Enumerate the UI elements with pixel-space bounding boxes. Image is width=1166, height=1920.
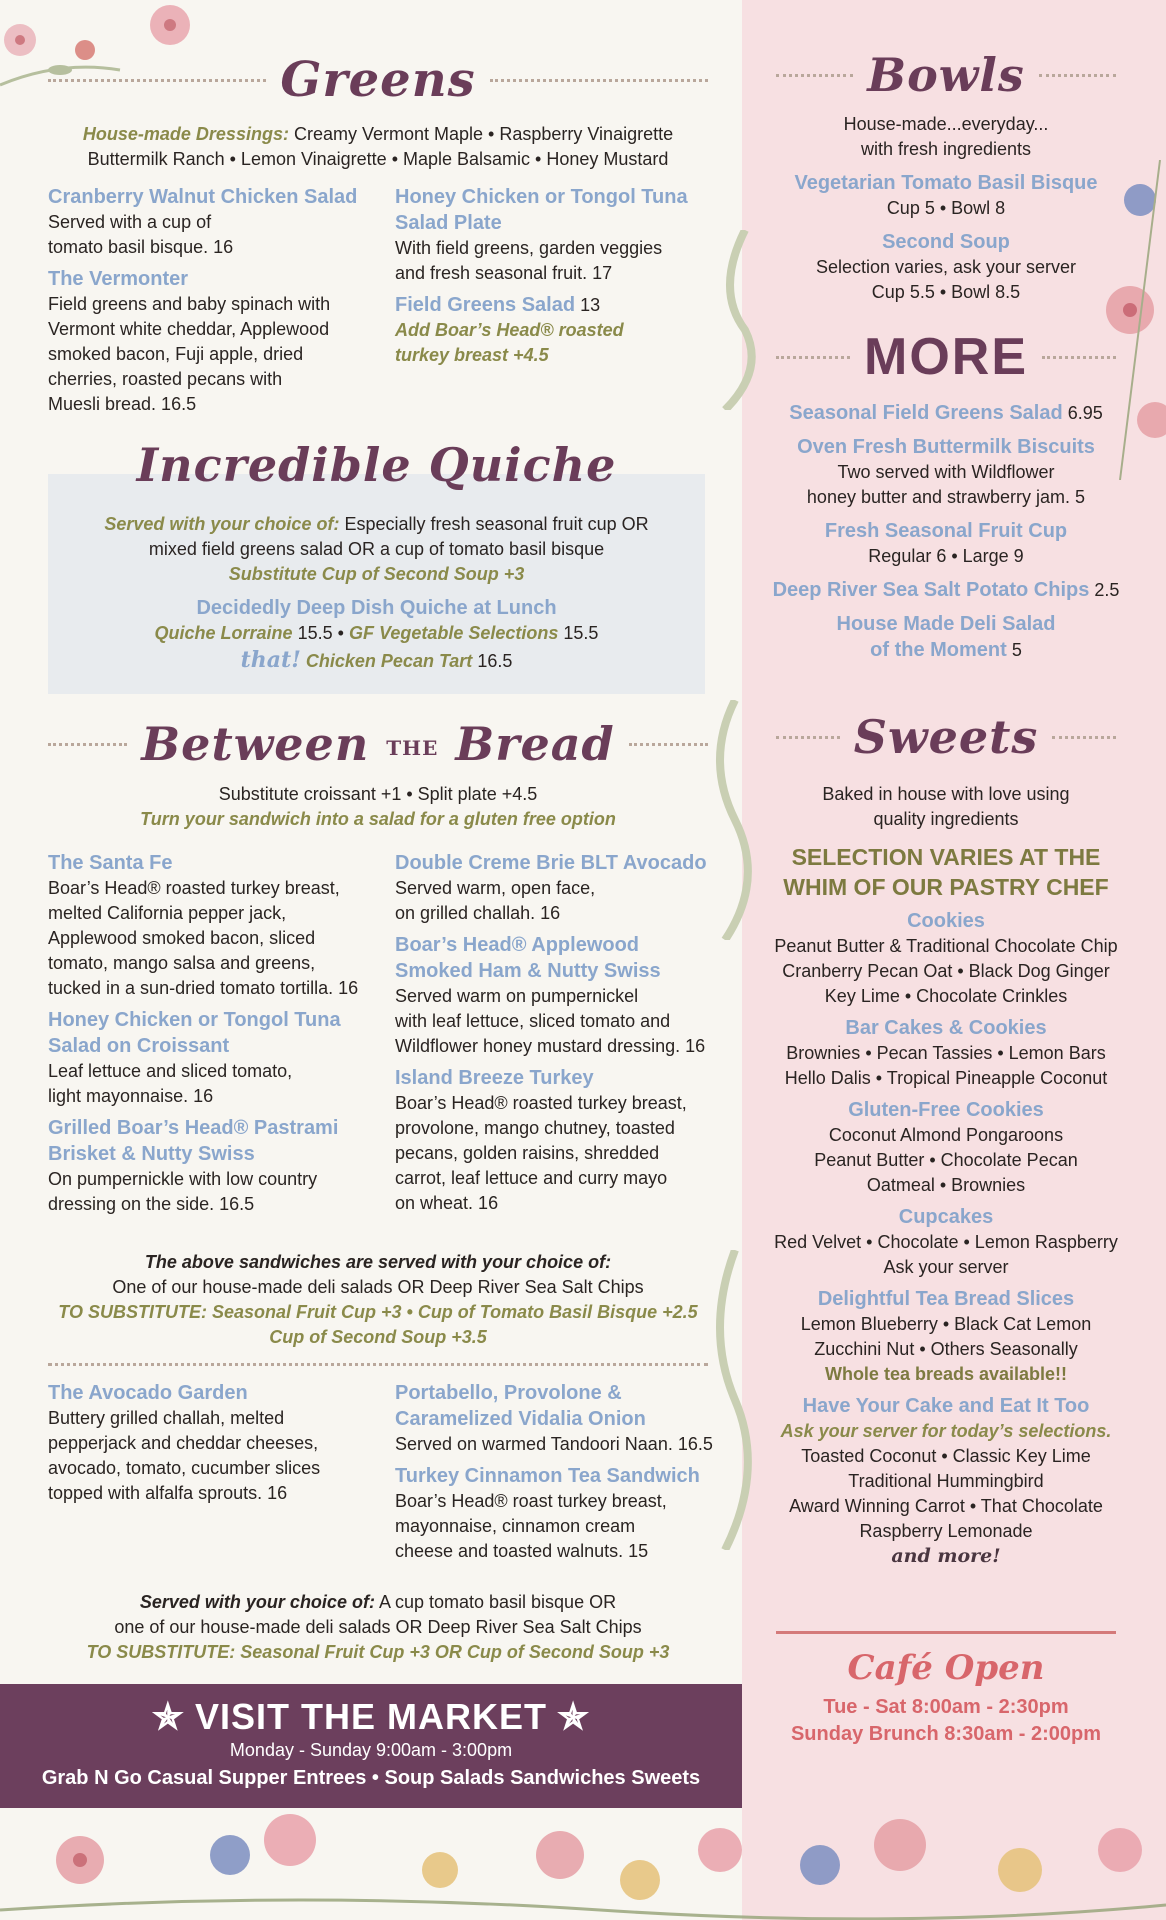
menu-item-desc: Buttery grilled challah, melted pepperjack and cheddar cheeses, avocado, tomato, cucumber slices topped with alfalfa sprouts. 16 — [48, 1408, 321, 1503]
menu-item-title: Boar’s Head® Applewood Smoked Ham & Nutty Swiss — [395, 934, 661, 982]
menu-item-desc: Selection varies, ask your server Cup 5.5 • Bowl 8.5 — [815, 257, 1077, 302]
bread-right-column — [395, 850, 725, 1216]
menu-item-desc: Boar’s Head® roast turkey breast, mayonnaise, cinnamon cream cheese and toasted walnuts. 15 — [395, 1491, 667, 1561]
menu-item-desc: Boar’s Head® roasted turkey breast, melted California pepper jack, Applewood smoked bacon, sliced tomato, mango salsa and greens, tucked in a sun-dried tomato tortilla. 16 — [48, 878, 359, 998]
quiche-option-price: 15.5 — [297, 623, 333, 643]
bowls-header — [776, 44, 1116, 106]
market-title: VISIT THE MARKET — [194, 1696, 547, 1737]
menu-item-desc: Boar’s Head® roasted turkey breast, provolone, mango chutney, toasted pecans, golden raisins, shredded carrot, leaf lettuce and curry mayo on wheat. 16 — [395, 1093, 687, 1213]
bread-served-note — [48, 1250, 708, 1350]
bread-right-column-2 — [395, 1380, 725, 1564]
quiche-item-title: Decidedly Deep Dish Quiche at Lunch — [196, 597, 557, 619]
menu-item-desc: Cup 5 • Bowl 8 — [886, 198, 1006, 218]
bowls-intro2: with fresh ingredients — [860, 139, 1032, 159]
menu-item-title: House Made Deli Salad — [836, 613, 1056, 635]
menu-item-desc: Toasted Coconut • Classic Key Lime Traditional Hummingbird Award Winning Carrot • That Chocolate Raspberry Lemonade — [789, 1446, 1103, 1541]
menu-item-desc: Served with a cup of tomato basil bisque. 16 — [48, 212, 234, 257]
star-icon: ✯ — [152, 1696, 184, 1737]
bowls-title: Bowls — [867, 48, 1025, 102]
substitute-line3: TO SUBSTITUTE: Seasonal Fruit Cup +3 OR Cup of Second Soup +3 — [86, 1642, 670, 1662]
menu-item-price: 13 — [580, 295, 601, 315]
quiche-option-price: 16.5 — [477, 651, 513, 671]
menu-item-addon: Add Boar’s Head® roasted turkey breast +4.5 — [395, 320, 624, 365]
menu-item-price: 5 — [1011, 640, 1022, 660]
quiche-choice-line2: mixed field greens salad OR a cup of tomato basil bisque — [148, 539, 605, 559]
cafe-hours2: Sunday Brunch 8:30am - 2:00pm — [790, 1723, 1102, 1745]
cafe-hours1: Tue - Sat 8:00am - 2:30pm — [823, 1696, 1069, 1718]
dressings-label: House-made Dressings: — [82, 124, 289, 144]
more-header — [776, 328, 1116, 386]
menu-item-title: Delightful Tea Bread Slices — [817, 1288, 1075, 1310]
bread-title-the: THE — [386, 736, 439, 760]
menu-item-desc: On pumpernickle with low country dressing on the side. 16.5 — [48, 1169, 318, 1214]
menu-item-desc: Served warm, open face, on grilled challah. 16 — [395, 878, 596, 923]
menu-item-title: Honey Chicken or Tongol Tuna Salad on Croissant — [48, 1009, 341, 1057]
quiche-body — [48, 512, 705, 674]
substitute-line1: TO SUBSTITUTE: Seasonal Fruit Cup +3 • Cup of Tomato Basil Bisque +2.5 — [58, 1302, 698, 1322]
greens-dressings — [48, 122, 708, 172]
quiche-option-price: 15.5 — [563, 623, 599, 643]
greens-right-column — [395, 184, 715, 368]
menu-item-desc: Regular 6 • Large 9 — [868, 546, 1024, 566]
more-title: MORE — [864, 328, 1028, 386]
star-icon: ✯ — [558, 1696, 590, 1737]
quiche-choice-label: Served with your choice of: — [104, 514, 340, 534]
cafe-divider — [776, 1631, 1116, 1634]
menu-item-title: of the Moment — [870, 639, 1007, 661]
sweets-selection1: SELECTION VARIES AT THE — [791, 844, 1101, 870]
greens-left-column — [48, 184, 368, 417]
menu-item-title: Honey Chicken or Tongol Tuna Salad Plate — [395, 186, 688, 234]
flower-decoration-bottom-icon — [0, 1810, 1166, 1920]
sweets-body — [770, 782, 1122, 1569]
menu-item-title: Portabello, Provolone & Caramelized Vidalia Onion — [395, 1382, 646, 1430]
bread-left-column-2 — [48, 1380, 388, 1506]
menu-item-title: Cranberry Walnut Chicken Salad — [48, 186, 358, 208]
menu-item-desc: Leaf lettuce and sliced tomato, light mayonnaise. 16 — [48, 1061, 293, 1106]
quiche-choice-line1: Especially fresh seasonal fruit cup OR — [344, 514, 649, 534]
menu-item-desc: Red Velvet • Chocolate • Lemon Raspberry Ask your server — [774, 1232, 1118, 1277]
menu-item-note: Ask your server for today’s selections. — [780, 1421, 1112, 1441]
menu-item-title: Grilled Boar’s Head® Pastrami Brisket & Nutty Swiss — [48, 1117, 339, 1165]
menu-item-title: Cupcakes — [898, 1206, 994, 1228]
bread-title-b: Bread — [455, 717, 615, 771]
cafe-title: Café Open — [847, 1648, 1045, 1688]
menu-item-title: Cookies — [907, 910, 985, 932]
sweets-header — [776, 706, 1116, 768]
menu-item-title: Double Creme Brie BLT Avocado — [395, 852, 707, 874]
quiche-option-prefix: that! — [240, 647, 301, 673]
market-hours: Monday - Sunday 9:00am - 3:00pm — [229, 1740, 513, 1760]
bread-header — [48, 712, 708, 776]
served-label: The above sandwiches are served with your choice of: — [144, 1252, 612, 1272]
sweets-title: Sweets — [853, 710, 1039, 764]
served-line: One of our house-made deli salads OR Deep River Sea Salt Chips — [112, 1277, 644, 1297]
menu-item-title: Fresh Seasonal Fruit Cup — [824, 520, 1068, 542]
menu-item-desc: Field greens and baby spinach with Vermont white cheddar, Applewood smoked bacon, Fuji apple, dried cherries, roasted pecans with Muesli bread. 16.5 — [48, 294, 331, 414]
menu-item-desc: Lemon Blueberry • Black Cat Lemon Zucchini Nut • Others Seasonally — [800, 1314, 1092, 1359]
market-grab: Grab N Go Casual Supper Entrees • Soup Salads Sandwiches Sweets — [41, 1767, 701, 1789]
menu-item-title: Gluten-Free Cookies — [848, 1099, 1044, 1121]
bowls-intro1: House-made...everyday... — [843, 114, 1049, 134]
menu-item-desc: Two served with Wildflower honey butter and strawberry jam. 5 — [806, 462, 1086, 507]
visit-market-banner — [0, 1684, 742, 1808]
sweets-selection2: WHIM OF OUR PASTRY CHEF — [783, 874, 1109, 900]
menu-item-title: Second Soup — [882, 231, 1010, 253]
menu-item-desc: Served warm on pumpernickel with leaf lettuce, sliced tomato and Wildflower honey mustard dressing. 16 — [395, 986, 706, 1056]
divider — [48, 1363, 708, 1366]
menu-item-title: Field Greens Salad — [395, 294, 576, 316]
menu-item-title: Vegetarian Tomato Basil Bisque — [794, 172, 1098, 194]
substitute-line2: Cup of Second Soup +3.5 — [269, 1327, 487, 1347]
dressings-line2: Buttermilk Ranch • Lemon Vinaigrette • Maple Balsamic • Honey Mustard — [87, 149, 669, 169]
cafe-open — [770, 1648, 1122, 1748]
menu-item-title: Bar Cakes & Cookies — [845, 1017, 1047, 1039]
quiche-substitute: Substitute Cup of Second Soup +3 — [228, 564, 525, 584]
menu-item-price: 2.5 — [1094, 580, 1120, 600]
sweets-intro2: quality ingredients — [873, 809, 1019, 829]
quiche-title: Incredible Quiche — [136, 438, 617, 492]
menu-item-desc: Brownies • Pecan Tassies • Lemon Bars Hello Dalis • Tropical Pineapple Coconut — [784, 1043, 1108, 1088]
menu-item-title: Have Your Cake and Eat It Too — [802, 1395, 1090, 1417]
menu-item-title: Deep River Sea Salt Potato Chips — [772, 579, 1090, 601]
served2-line2: one of our house-made deli salads OR Deep River Sea Salt Chips — [114, 1617, 642, 1637]
served2-line1: A cup tomato basil bisque OR — [378, 1592, 617, 1612]
dressings-line1: Creamy Vermont Maple • Raspberry Vinaigrette — [293, 124, 674, 144]
bread-title-a: Between — [141, 717, 370, 771]
menu-item-desc: Peanut Butter & Traditional Chocolate Chip Cranberry Pecan Oat • Black Dog Ginger Key Lime • Chocolate Crinkles — [774, 936, 1118, 1006]
and-more: and more! — [891, 1545, 1001, 1567]
bowls-body — [770, 112, 1122, 305]
menu-item-title: The Avocado Garden — [48, 1382, 248, 1404]
bread-served-note-2 — [48, 1590, 708, 1665]
served2-label: Served with your choice of: — [139, 1592, 375, 1612]
menu-item-title: The Vermonter — [48, 268, 189, 290]
menu-item-title: Turkey Cinnamon Tea Sandwich — [395, 1465, 700, 1487]
menu-item-note: Whole tea breads available!! — [824, 1364, 1068, 1384]
quiche-separator: • — [337, 623, 344, 643]
quiche-option-name: GF Vegetable Selections — [348, 623, 559, 643]
menu-item-desc: Served on warmed Tandoori Naan. 16.5 — [395, 1434, 713, 1454]
menu-item-price: 6.95 — [1067, 403, 1103, 423]
menu-item-desc: Coconut Almond Pongaroons Peanut Butter • Chocolate Pecan Oatmeal • Brownies — [814, 1125, 1078, 1195]
bread-intro — [48, 782, 708, 832]
bread-left-column — [48, 850, 388, 1217]
more-body — [770, 400, 1122, 663]
quiche-option-name: Quiche Lorraine — [154, 623, 293, 643]
greens-header — [48, 50, 708, 110]
quiche-option-name: Chicken Pecan Tart — [305, 651, 473, 671]
menu-item-desc: With field greens, garden veggies and fresh seasonal fruit. 17 — [395, 238, 663, 283]
menu-item-title: Oven Fresh Buttermilk Biscuits — [797, 436, 1095, 458]
sweets-intro1: Baked in house with love using — [822, 784, 1070, 804]
bread-line2: Turn your sandwich into a salad for a gluten free option — [140, 809, 616, 829]
greens-title: Greens — [280, 52, 476, 108]
menu-item-title: Island Breeze Turkey — [395, 1067, 594, 1089]
bread-line1: Substitute croissant +1 • Split plate +4.5 — [218, 784, 538, 804]
menu-item-title: Seasonal Field Greens Salad — [789, 402, 1063, 424]
menu-item-title: The Santa Fe — [48, 852, 173, 874]
